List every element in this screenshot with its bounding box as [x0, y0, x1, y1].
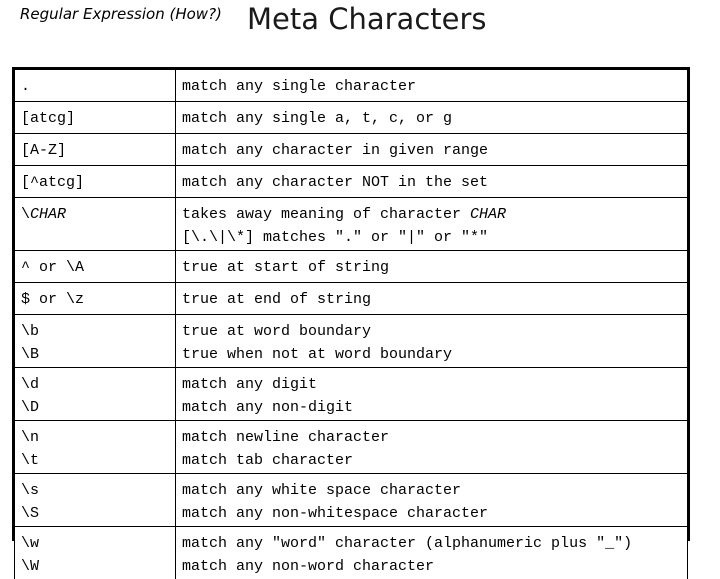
meaning-line-2: true when not at word boundary	[182, 343, 681, 366]
pattern-line-2: \B	[21, 343, 169, 366]
meaning-line-2: match any non-digit	[182, 396, 681, 419]
pattern-cell	[15, 527, 176, 579]
meaning-cell	[176, 283, 688, 315]
meaning-line-2: [\.\|\*] matches "." or "|" or "*"	[182, 226, 681, 249]
pattern-line-2: \W	[21, 555, 169, 578]
table-row	[15, 283, 688, 315]
meaning-cell	[176, 166, 688, 198]
pattern-line-2: \D	[21, 396, 169, 419]
meaning: match any single character	[182, 78, 416, 95]
page-title: Meta Characters	[247, 2, 487, 36]
table-row	[15, 102, 688, 134]
pattern-line-2: \t	[21, 449, 169, 472]
pattern-cell	[15, 283, 176, 315]
subtitle: Regular Expression (How?)	[20, 5, 222, 23]
pattern: [A-Z]	[21, 142, 66, 159]
meaning-cell	[176, 102, 688, 134]
meta-characters-table	[12, 67, 690, 541]
meaning-cell	[176, 251, 688, 283]
pattern-cell	[15, 198, 176, 251]
meaning: takes away meaning of character	[182, 206, 470, 223]
table-row	[15, 166, 688, 198]
table-row	[15, 70, 688, 102]
meaning: match any digit	[182, 376, 317, 393]
meaning: match any single a, t, c, or g	[182, 110, 452, 127]
table-row	[15, 198, 688, 251]
pattern: ^ or \A	[21, 259, 84, 276]
pattern-cell	[15, 251, 176, 283]
pattern: $ or \z	[21, 291, 84, 308]
pattern-cell	[15, 166, 176, 198]
table-row	[15, 134, 688, 166]
pattern-char-italic: CHAR	[30, 206, 66, 223]
pattern-line-2: \S	[21, 502, 169, 525]
table-row	[15, 474, 688, 527]
table-row	[15, 315, 688, 368]
meaning: true at end of string	[182, 291, 371, 308]
table-row	[15, 421, 688, 474]
meaning-cell	[176, 421, 688, 474]
meaning-line-2: match tab character	[182, 449, 681, 472]
pattern: [atcg]	[21, 110, 75, 127]
meaning-cell	[176, 70, 688, 102]
meaning: true at word boundary	[182, 323, 371, 340]
pattern: \d	[21, 376, 39, 393]
pattern-backslash: \	[21, 206, 30, 223]
pattern: .	[21, 78, 30, 95]
meaning-cell	[176, 198, 688, 251]
pattern-cell	[15, 315, 176, 368]
pattern: \w	[21, 535, 39, 552]
meaning: match any character in given range	[182, 142, 488, 159]
table-row	[15, 527, 688, 579]
meaning: match newline character	[182, 429, 389, 446]
meaning-line-2: match any non-whitespace character	[182, 502, 681, 525]
meaning-cell	[176, 134, 688, 166]
pattern-cell	[15, 474, 176, 527]
pattern-cell	[15, 102, 176, 134]
pattern-cell	[15, 134, 176, 166]
meaning: match any white space character	[182, 482, 461, 499]
pattern: \b	[21, 323, 39, 340]
meaning-cell	[176, 527, 688, 579]
meaning-cell	[176, 368, 688, 421]
pattern: \s	[21, 482, 39, 499]
table-row	[15, 251, 688, 283]
pattern-cell	[15, 421, 176, 474]
meaning-char-italic: CHAR	[470, 206, 506, 223]
meaning: match any "word" character (alphanumeric plus "_")	[182, 535, 632, 552]
pattern-cell	[15, 368, 176, 421]
pattern: \n	[21, 429, 39, 446]
pattern-cell	[15, 70, 176, 102]
meaning-line-2: match any non-word character	[182, 555, 681, 578]
meaning-cell	[176, 474, 688, 527]
pattern: [^atcg]	[21, 174, 84, 191]
meaning: match any character NOT in the set	[182, 174, 488, 191]
meaning-cell	[176, 315, 688, 368]
meaning: true at start of string	[182, 259, 389, 276]
table-row	[15, 368, 688, 421]
